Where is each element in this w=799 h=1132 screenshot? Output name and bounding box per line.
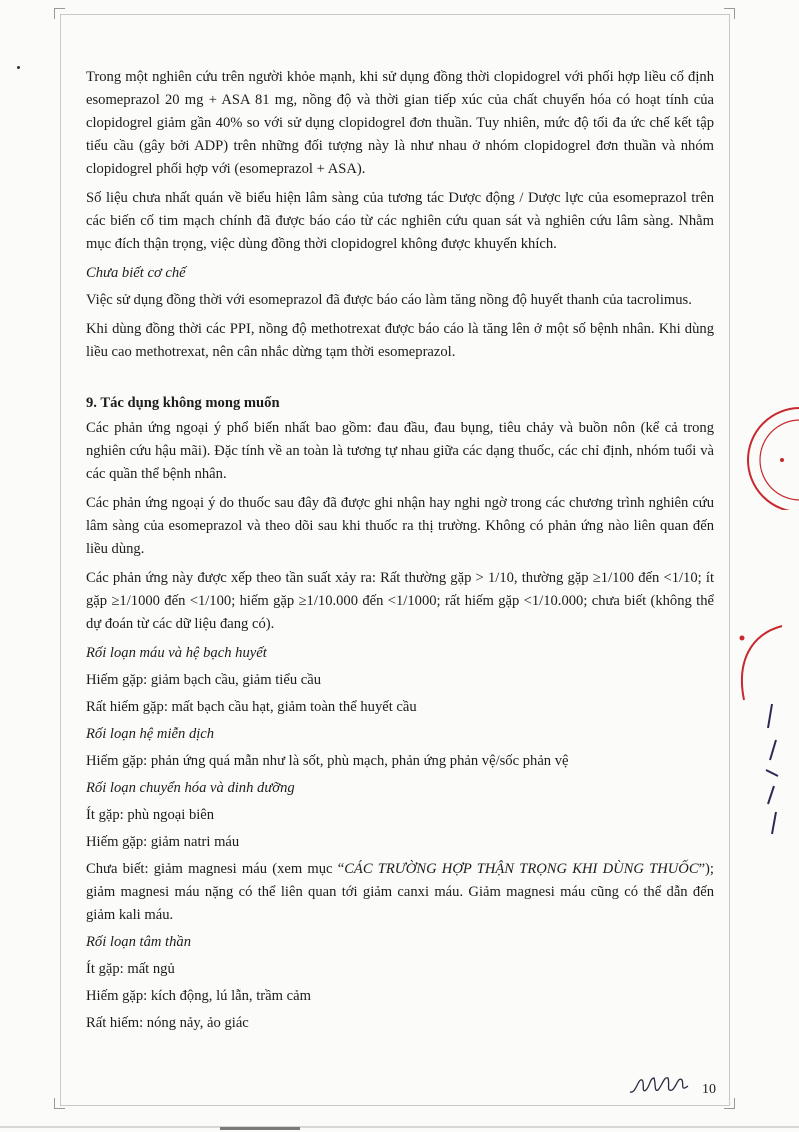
subheading: Chưa biết cơ chế [86,265,186,281]
list-item: Rất hiếm gặp: mất bạch cầu hạt, giảm toàn thể huyết cầu [86,699,417,715]
paragraph: Việc sử dụng đồng thời với esomeprazol đã được báo cáo làm tăng nồng độ huyết thanh của tacrolimus. [86,292,692,308]
list-item: Ít gặp: mất ngủ [86,961,175,977]
list-item: Hiếm gặp: giảm bạch cầu, giảm tiểu cầu [86,672,322,688]
subheading: Rối loạn máu và hệ bạch huyết [86,645,267,661]
cross-reference: CÁC TRƯỜNG HỢP THẬN TRỌNG KHI DÙNG THUỐC [344,861,699,877]
paragraph: Các phản ứng ngoại ý do thuốc sau đây đã được ghi nhận hay nghi ngờ trong các chương trình nghiên cứu lâm sàng của esomeprazol và theo dõi sau khi thuốc ra thị trường. Không có phản ứng nào liên quan đến liều dùng. [86,495,714,557]
text-run: Chưa biết: giảm magnesi máu (xem mục “ [86,861,345,877]
subheading: Rối loạn hệ miễn dịch [86,726,215,742]
subheading: Rối loạn tâm thần [86,934,191,950]
stamp-icon [730,400,799,515]
list-item [86,858,714,927]
paragraph: Các phản ứng ngoại ý phổ biến nhất bao gồm: đau đầu, đau bụng, tiêu chảy và buồn nôn (kể cả trong nghiên cứu hậu mãi). Đặc tính về an toàn là tương tự nhau giữa các dạng thuốc, các chỉ định, nhóm tuổi và các quần thể bệnh nhân. [86,420,714,482]
scan-edge [220,1127,300,1130]
section-title: 9. Tác dụng không mong muốn [86,395,280,411]
list-item: Rất hiếm: nóng nảy, ảo giác [86,1015,249,1031]
scan-edge [0,1126,799,1128]
list-item: Hiếm gặp: phản ứng quá mẫn như là sốt, phù mạch, phản ứng phản vệ/sốc phản vệ [86,753,569,769]
subheading: Rối loạn chuyển hóa và dinh dưỡng [86,780,295,796]
document-body [86,66,714,1039]
page-number: 10 [702,1082,716,1097]
list-item: Hiếm gặp: giảm natri máu [86,834,240,850]
signature-icon [628,1072,692,1103]
frame-corner [724,1098,735,1109]
scan-speck [17,66,20,69]
list-item: Ít gặp: phù ngoại biên [86,807,215,823]
frame-corner [724,8,735,19]
frame-corner [54,1098,65,1109]
paragraph: Khi dùng đồng thời các PPI, nồng độ methotrexat được báo cáo là tăng lên ở một số bệnh nhân. Khi dùng liều cao methotrexat, nên cân nhắc dừng tạm thời esomeprazol. [86,321,714,360]
list-item: Hiếm gặp: kích động, lú lẫn, trầm cảm [86,988,311,1004]
paragraph: Các phản ứng này được xếp theo tần suất xảy ra: Rất thường gặp > 1/10, thường gặp ≥1/100 đến <1/10; ít gặp ≥1/1000 đến <1/100; hiếm gặp ≥1/10.000 đến <1/1000; rất hiếm gặp <1/10.000; chưa biết (không thể dự đoán từ các dữ liệu đang có). [86,570,714,632]
paragraph: Số liệu chưa nhất quán về biểu hiện lâm sàng của tương tác Dược động / Dược lực của esomeprazol trên các biến cố tim mạch chính đã được báo cáo từ các nghiên cứu quan sát và nghiên cứu lâm sàng. Nhằm mục đích thận trọng, việc dùng đồng thời clopidogrel không được khuyến khích. [86,190,714,252]
paragraph: Trong một nghiên cứu trên người khỏe mạnh, khi sử dụng đồng thời clopidogrel với phối hợp liều cố định esomeprazol 20 mg + ASA 81 mg, nồng độ và thời gian tiếp xúc của chất chuyển hóa có hoạt tính của clopidogrel giảm gần 40% so với sử dụng clopidogrel đơn thuần. Tuy nhiên, mức độ tối đa ức chế kết tập tiểu cầu (gây bởi ADP) trên những đối tượng này là như nhau ở nhóm clopidogrel đơn thuần và nhóm clopidogrel phối hợp với (esomeprazol + ASA). [86,69,714,177]
frame-corner [54,8,65,19]
text-run: ”); giảm magnesi máu nặng có thể liên quan tới giảm canxi máu. Giảm magnesi máu cũng có thể dẫn đến giảm kali máu. [86,861,714,923]
signature-icon [752,700,792,845]
